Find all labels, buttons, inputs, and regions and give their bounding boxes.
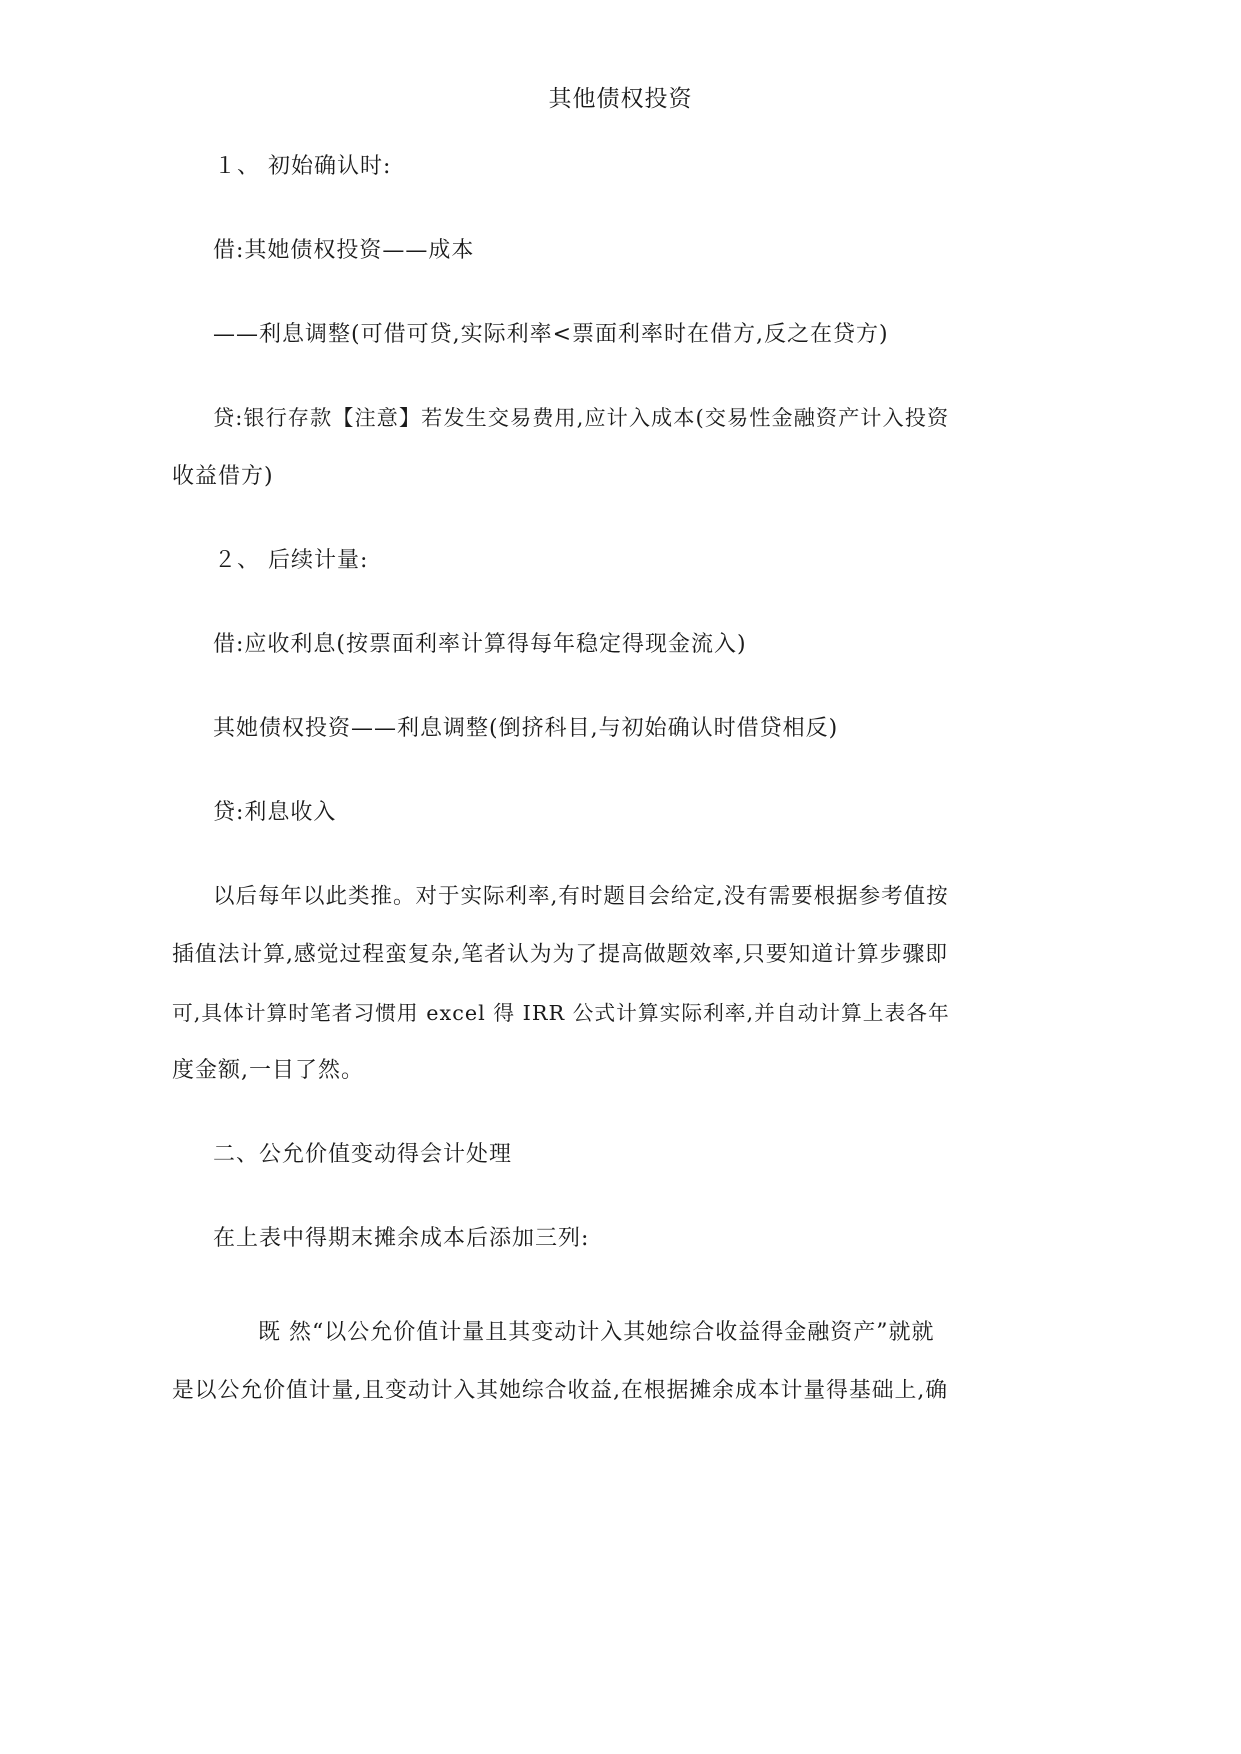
paragraph-line: 收益借方) <box>172 464 274 489</box>
paragraph-line: 贷:银行存款【注意】若发生交易费用,应计入成本(交易性金融资产计入投资 <box>213 406 950 431</box>
paragraph-line: 在上表中得期末摊余成本后添加三列: <box>213 1226 590 1251</box>
section-heading-fair-value-change: 二、公允价值变动得会计处理 <box>213 1142 513 1167</box>
paragraph-line: 是以公允价值计量,且变动计入其她综合收益,在根据摊余成本计量得基础上,确 <box>172 1378 949 1403</box>
paragraph-line: ——利息调整(可借可贷,实际利率<票面利率时在借方,反之在贷方) <box>213 322 889 347</box>
paragraph-line: 借:其她债权投资——成本 <box>213 238 475 263</box>
paragraph-line: 可,具体计算时笔者习惯用 excel 得 IRR 公式计算实际利率,并自动计算上表各年 <box>172 1001 950 1025</box>
paragraph-line: 贷:利息收入 <box>213 800 337 825</box>
paragraph-line: 既 然“以公允价值计量且其变动计入其她综合收益得金融资产”就就 <box>258 1320 935 1345</box>
paragraph-line: 其她债权投资——利息调整(倒挤科目,与初始确认时借贷相反) <box>213 716 839 741</box>
document-title: 其他债权投资 <box>548 86 693 112</box>
paragraph-line: 以后每年以此类推。对于实际利率,有时题目会给定,没有需要根据参考值按 <box>213 884 949 909</box>
section-heading-subsequent-measurement: ２、 后续计量: <box>214 548 369 573</box>
paragraph-line: 插值法计算,感觉过程蛮复杂,笔者认为为了提高做题效率,只要知道计算步骤即 <box>172 942 949 967</box>
section-heading-initial-recognition: １、 初始确认时: <box>214 154 392 179</box>
paragraph-line: 借:应收利息(按票面利率计算得每年稳定得现金流入) <box>213 632 747 657</box>
paragraph-line: 度金额,一目了然。 <box>172 1058 364 1083</box>
